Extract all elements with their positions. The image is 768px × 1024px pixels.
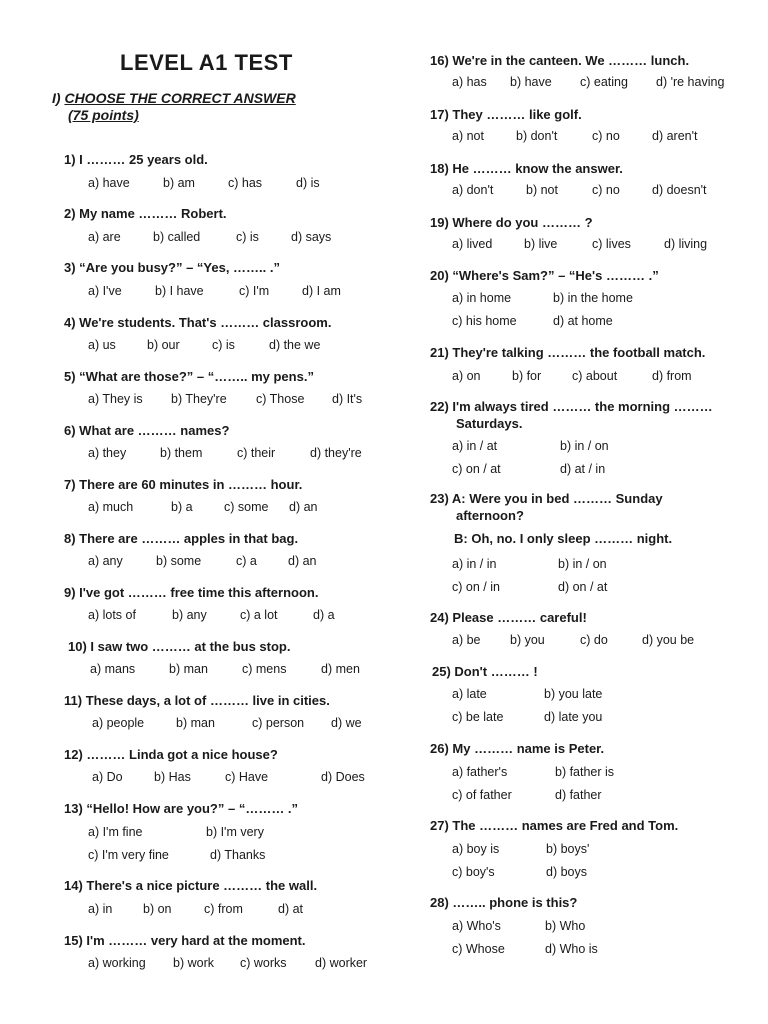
question-text: They're talking ……… the football match. xyxy=(452,345,706,360)
answer-option-b[interactable]: b) don't xyxy=(516,129,558,143)
question-text-part-b: B: Oh, no. I only sleep ……… night. xyxy=(454,531,673,546)
question-text: “Where's Sam?” – “He's ……… .” xyxy=(452,268,659,283)
question-19 xyxy=(430,215,593,230)
answer-option-a[interactable]: a) be xyxy=(452,633,481,647)
answer-option-d[interactable]: d) Does xyxy=(321,770,365,784)
question-text: “What are those?” – “…….. my pens.” xyxy=(79,369,314,384)
answer-option-a[interactable]: a) I've xyxy=(88,284,122,298)
answer-option-b[interactable]: b) They're xyxy=(171,392,227,406)
answer-option-c[interactable]: c) I'm xyxy=(239,284,270,298)
answer-option-b[interactable]: b) in the home xyxy=(553,291,633,305)
answer-option-b[interactable]: b) any xyxy=(172,608,207,622)
question-10 xyxy=(68,639,290,654)
answer-option-b[interactable]: b) man xyxy=(176,716,215,730)
answer-option-b[interactable]: b) some xyxy=(156,554,202,568)
question-number: 16) xyxy=(430,53,453,68)
question-text: I've got ……… free time this afternoon. xyxy=(79,585,319,600)
answer-option-d[interactable]: d) living xyxy=(664,237,708,251)
answer-option-b[interactable]: b) a xyxy=(171,500,193,514)
answer-option-d[interactable]: d) worker xyxy=(315,956,368,970)
answer-option-c[interactable]: c) eating xyxy=(580,75,628,89)
answer-option-b[interactable]: b) live xyxy=(524,237,558,251)
answer-option-a[interactable]: a) boy is xyxy=(452,842,500,856)
question-number: 4) xyxy=(64,315,80,330)
question-number: 17) xyxy=(430,107,453,122)
question-7 xyxy=(64,477,302,492)
question-text: “Hello! How are you?” – “……… .” xyxy=(86,801,299,816)
answer-option-b[interactable]: b) I'm very xyxy=(206,825,264,839)
question-27 xyxy=(430,818,678,833)
question-text-continued: Saturdays. xyxy=(456,416,523,431)
answer-option-d[interactable]: d) at / in xyxy=(560,462,606,476)
answer-option-d[interactable]: d) 're having xyxy=(656,75,725,89)
section-title: CHOOSE THE CORRECT ANSWER xyxy=(64,90,296,106)
answer-option-d[interactable]: d) they're xyxy=(310,446,362,460)
answer-option-b[interactable]: b) have xyxy=(510,75,552,89)
answer-option-a[interactable]: a) much xyxy=(88,500,134,514)
answer-option-d[interactable]: d) It's xyxy=(332,392,363,406)
answer-option-a[interactable]: a) They is xyxy=(88,392,143,406)
answer-option-c[interactable]: c) do xyxy=(580,633,608,647)
question-23 xyxy=(430,491,663,506)
answer-option-c[interactable]: c) a xyxy=(236,554,257,568)
answer-option-c[interactable]: c) Have xyxy=(225,770,269,784)
answer-option-d[interactable]: d) a xyxy=(313,608,335,622)
question-number: 2) xyxy=(64,206,80,221)
question-text: Where do you ……… ? xyxy=(452,215,593,230)
answer-option-d[interactable]: d) at xyxy=(278,902,304,916)
answer-option-b[interactable]: b) father is xyxy=(555,765,615,779)
question-number: 21) xyxy=(430,345,453,360)
answer-option-c[interactable]: c) is xyxy=(212,338,235,352)
answer-option-c[interactable]: c) a lot xyxy=(240,608,278,622)
answer-option-c[interactable]: c) on / at xyxy=(452,462,501,476)
question-text: What are ……… names? xyxy=(79,423,230,438)
answer-option-b[interactable]: b) you late xyxy=(544,687,603,701)
question-number: 6) xyxy=(64,423,80,438)
answer-option-d[interactable]: d) the we xyxy=(269,338,321,352)
question-text: They ……… like golf. xyxy=(452,107,582,122)
question-number: 5) xyxy=(64,369,80,384)
answer-option-b[interactable]: b) man xyxy=(169,662,208,676)
answer-option-c[interactable]: c) works xyxy=(240,956,287,970)
answer-option-c[interactable]: c) person xyxy=(252,716,305,730)
question-number: 18) xyxy=(430,161,453,176)
answer-option-d[interactable]: d) we xyxy=(331,716,362,730)
question-12 xyxy=(64,747,278,762)
question-text: A: Were you in bed ……… Sunday xyxy=(451,491,663,506)
question-text: I ……… 25 years old. xyxy=(79,152,208,167)
answer-option-c[interactable]: c) Those xyxy=(256,392,305,406)
question-14 xyxy=(64,878,317,893)
question-2 xyxy=(64,206,227,221)
question-number: 27) xyxy=(430,818,453,833)
question-text: The ……… names are Fred and Tom. xyxy=(452,818,679,833)
answer-option-b[interactable]: b) I have xyxy=(155,284,204,298)
question-text: There's a nice picture ……… the wall. xyxy=(86,878,318,893)
question-4 xyxy=(64,315,331,330)
answer-option-c[interactable]: c) no xyxy=(592,129,620,143)
answer-option-b[interactable]: b) them xyxy=(160,446,203,460)
answer-option-b[interactable]: b) not xyxy=(526,183,558,197)
answer-option-c[interactable]: c) on / in xyxy=(452,580,500,594)
question-number: 9) xyxy=(64,585,80,600)
answer-option-b[interactable]: b) boys' xyxy=(546,842,590,856)
question-number: 22) xyxy=(430,399,453,414)
answer-option-d[interactable]: d) father xyxy=(555,788,602,802)
question-25 xyxy=(432,664,538,679)
question-text: There are 60 minutes in ……… hour. xyxy=(79,477,303,492)
answer-option-c[interactable]: c) their xyxy=(237,446,276,460)
answer-option-a[interactable]: a) Do xyxy=(92,770,123,784)
answer-option-c[interactable]: c) boy's xyxy=(452,865,495,879)
question-22 xyxy=(430,399,713,414)
question-3 xyxy=(64,260,280,275)
answer-option-a[interactable]: a) lots of xyxy=(88,608,136,622)
question-text: I saw two ……… at the bus stop. xyxy=(90,639,291,654)
answer-option-d[interactable]: d) an xyxy=(289,500,318,514)
answer-option-d[interactable]: d) you be xyxy=(642,633,695,647)
answer-option-a[interactable]: a) us xyxy=(88,338,116,352)
answer-option-a[interactable]: a) they xyxy=(88,446,127,460)
answer-option-b[interactable]: b) am xyxy=(163,176,195,190)
question-number: 7) xyxy=(64,477,80,492)
question-text: Don't ……… ! xyxy=(454,664,538,679)
question-text: Please ……… careful! xyxy=(452,610,587,625)
answer-option-c[interactable]: c) of father xyxy=(452,788,512,802)
question-number: 23) xyxy=(430,491,452,506)
answer-option-c[interactable]: c) mens xyxy=(242,662,287,676)
answer-option-d[interactable]: d) Who is xyxy=(545,942,598,956)
answer-option-a[interactable]: a) in xyxy=(88,902,113,916)
answer-option-a[interactable]: a) have xyxy=(88,176,130,190)
answer-option-b[interactable]: b) work xyxy=(173,956,214,970)
answer-option-d[interactable]: d) men xyxy=(321,662,360,676)
answer-option-a[interactable]: a) father's xyxy=(452,765,508,779)
question-text: I'm always tired ……… the morning ……… xyxy=(452,399,713,414)
question-number: 15) xyxy=(64,933,87,948)
answer-option-c[interactable]: c) no xyxy=(592,183,620,197)
answer-option-c[interactable]: c) about xyxy=(572,369,618,383)
answer-option-a[interactable]: a) lived xyxy=(452,237,493,251)
answer-option-c[interactable]: c) from xyxy=(204,902,243,916)
question-number: 13) xyxy=(64,801,87,816)
answer-option-a[interactable]: a) in / at xyxy=(452,439,498,453)
answer-option-b[interactable]: b) our xyxy=(147,338,180,352)
answer-option-c[interactable]: c) his home xyxy=(452,314,517,328)
answer-option-d[interactable]: d) an xyxy=(288,554,317,568)
question-text: I'm ……… very hard at the moment. xyxy=(86,933,306,948)
question-number: 19) xyxy=(430,215,453,230)
answer-option-a[interactable]: a) don't xyxy=(452,183,494,197)
question-1 xyxy=(64,152,208,167)
question-text: He ……… know the answer. xyxy=(452,161,623,176)
answer-option-b[interactable]: b) Has xyxy=(154,770,191,784)
question-5 xyxy=(64,369,314,384)
question-28 xyxy=(430,895,577,910)
answer-option-a[interactable]: a) not xyxy=(452,129,484,143)
question-number: 8) xyxy=(64,531,80,546)
answer-option-a[interactable]: a) are xyxy=(88,230,121,244)
answer-option-b[interactable]: b) in / on xyxy=(558,557,607,571)
question-text: We're in the canteen. We ……… lunch. xyxy=(452,53,690,68)
answer-option-c[interactable]: c) be late xyxy=(452,710,504,724)
question-21 xyxy=(430,345,705,360)
question-8 xyxy=(64,531,298,546)
question-6 xyxy=(64,423,229,438)
answer-option-d[interactable]: d) boys xyxy=(546,865,587,879)
answer-option-c[interactable]: c) has xyxy=(228,176,263,190)
question-number: 24) xyxy=(430,610,453,625)
answer-option-a[interactable]: a) working xyxy=(88,956,146,970)
question-number: 25) xyxy=(432,664,455,679)
question-24 xyxy=(430,610,587,625)
question-number: 10) xyxy=(68,639,91,654)
answer-option-a[interactable]: a) in home xyxy=(452,291,512,305)
answer-option-d[interactable]: d) is xyxy=(296,176,320,190)
section-points: (75 points) xyxy=(68,107,139,123)
answer-option-a[interactable]: a) mans xyxy=(90,662,136,676)
question-number: 11) xyxy=(64,693,86,708)
answer-option-b[interactable]: b) Who xyxy=(545,919,586,933)
answer-option-d[interactable]: d) at home xyxy=(553,314,613,328)
answer-option-b[interactable]: b) called xyxy=(153,230,201,244)
answer-option-a[interactable]: a) in / in xyxy=(452,557,497,571)
question-13 xyxy=(64,801,298,816)
answer-option-c[interactable]: c) I'm very fine xyxy=(88,848,169,862)
answer-option-a[interactable]: a) any xyxy=(88,554,123,568)
answer-option-a[interactable]: a) on xyxy=(452,369,481,383)
answer-option-d[interactable]: d) aren't xyxy=(652,129,698,143)
answer-option-a[interactable]: a) has xyxy=(452,75,487,89)
question-16 xyxy=(430,53,689,68)
page-title: LEVEL A1 TEST xyxy=(120,50,293,75)
section-heading xyxy=(52,90,296,124)
question-9 xyxy=(64,585,318,600)
answer-option-d[interactable]: d) I am xyxy=(302,284,341,298)
question-text: We're students. That's ……… classroom. xyxy=(79,315,332,330)
question-text: My ……… name is Peter. xyxy=(452,741,605,756)
answer-option-c[interactable]: c) lives xyxy=(592,237,631,251)
answer-option-b[interactable]: b) on xyxy=(143,902,172,916)
answer-option-b[interactable]: b) for xyxy=(512,369,542,383)
answer-option-a[interactable]: a) people xyxy=(92,716,145,730)
question-number: 28) xyxy=(430,895,453,910)
answer-option-d[interactable]: d) Thanks xyxy=(210,848,266,862)
question-text: “Are you busy?” – “Yes, …….. .” xyxy=(79,260,281,275)
question-text: ……… Linda got a nice house? xyxy=(86,747,278,762)
answer-option-a[interactable]: a) Who's xyxy=(452,919,501,933)
answer-option-c[interactable]: c) some xyxy=(224,500,269,514)
question-number: 12) xyxy=(64,747,87,762)
question-text-continued: afternoon? xyxy=(456,508,524,523)
section-number: I) xyxy=(52,90,61,106)
question-number: 1) xyxy=(64,152,80,167)
question-number: 3) xyxy=(64,260,80,275)
answer-option-c[interactable]: c) Whose xyxy=(452,942,505,956)
question-number: 14) xyxy=(64,878,87,893)
question-17 xyxy=(430,107,582,122)
answer-option-c[interactable]: c) is xyxy=(236,230,259,244)
answer-option-b[interactable]: b) you xyxy=(510,633,545,647)
question-number: 26) xyxy=(430,741,453,756)
question-26 xyxy=(430,741,604,756)
question-18 xyxy=(430,161,623,176)
question-number: 20) xyxy=(430,268,453,283)
answer-option-d[interactable]: d) on / at xyxy=(558,580,608,594)
answer-option-a[interactable]: a) late xyxy=(452,687,487,701)
question-text: These days, a lot of ……… live in cities. xyxy=(85,693,330,708)
question-15 xyxy=(64,933,306,948)
question-20 xyxy=(430,268,659,283)
answer-option-d[interactable]: d) doesn't xyxy=(652,183,707,197)
question-text: …….. phone is this? xyxy=(452,895,578,910)
answer-option-d[interactable]: d) late you xyxy=(544,710,603,724)
answer-option-a[interactable]: a) I'm fine xyxy=(88,825,143,839)
question-text: My name ……… Robert. xyxy=(79,206,227,221)
question-11 xyxy=(64,693,330,708)
question-text: There are ……… apples in that bag. xyxy=(79,531,299,546)
answer-option-d[interactable]: d) from xyxy=(652,369,692,383)
answer-option-d[interactable]: d) says xyxy=(291,230,332,244)
answer-option-b[interactable]: b) in / on xyxy=(560,439,609,453)
